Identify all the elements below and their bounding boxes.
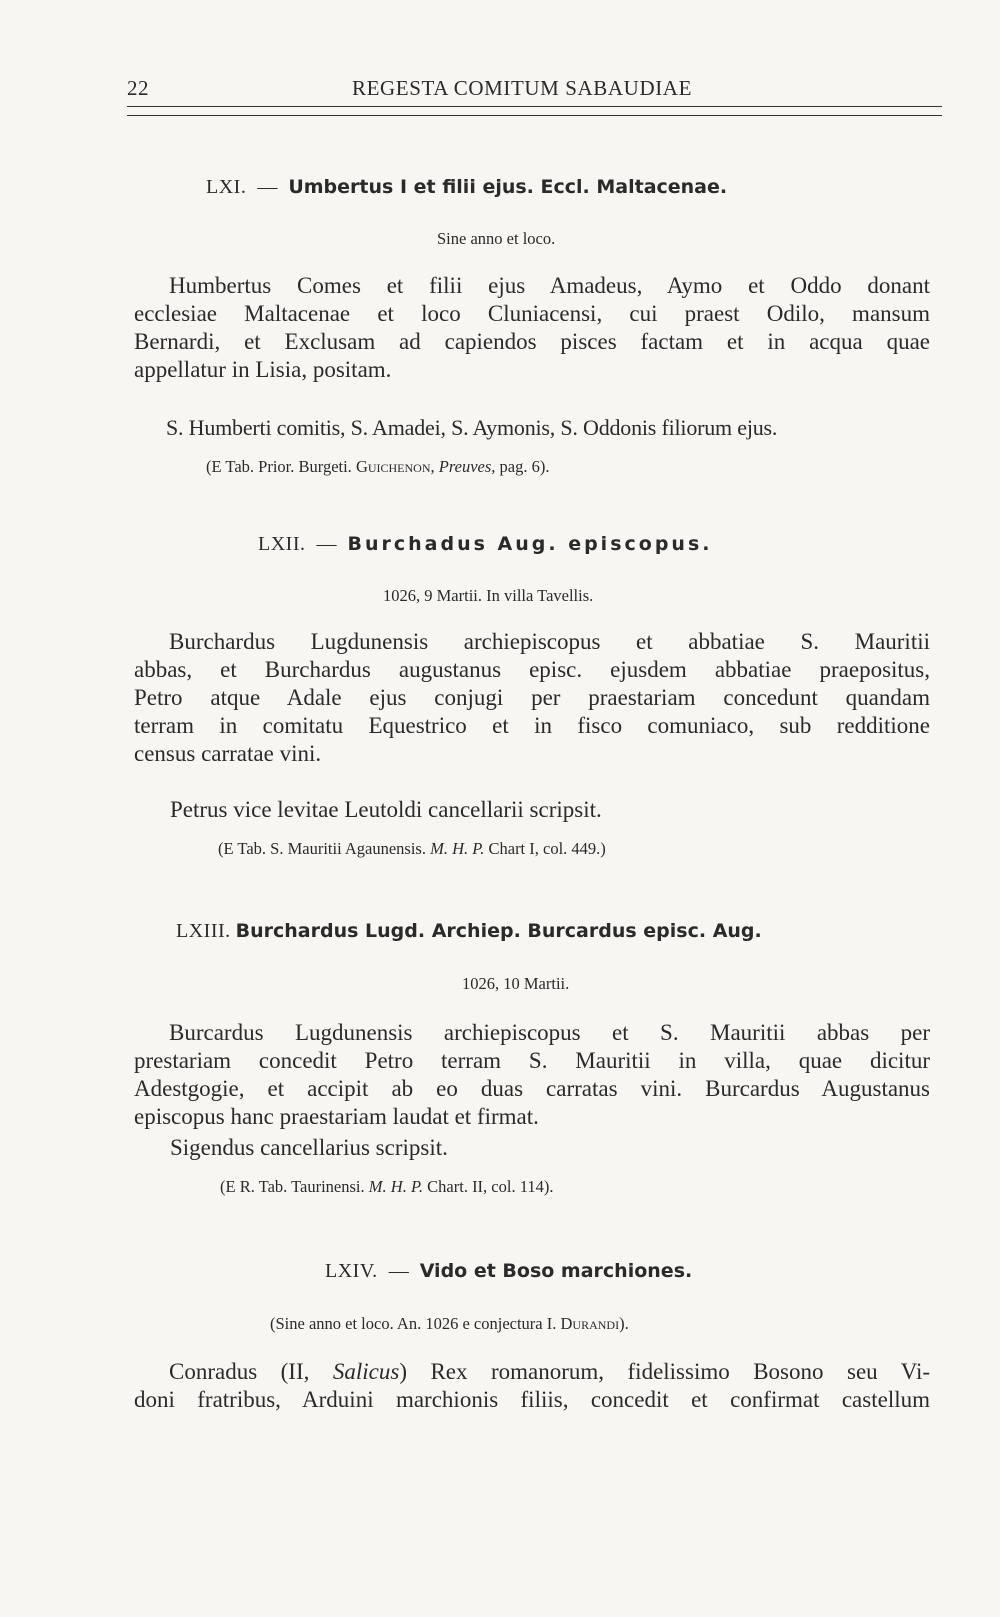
entry-number: LXIII. (176, 920, 231, 942)
source-work: Preuves, (438, 457, 496, 476)
source-text: (E R. Tab. Taurinensi. (220, 1177, 365, 1196)
entry-dateline: Sine anno et loco. (437, 229, 556, 248)
text-line: Adestgogie, et accipit ab eo duas carratas vini. Burcardus Augustanus (134, 1076, 930, 1101)
text-line (134, 1358, 930, 1386)
text-segment-italic: Salicus (332, 1359, 400, 1384)
header-rule-thin (127, 115, 942, 116)
entry-dash: — (388, 1260, 409, 1282)
text-line: ecclesiae Maltacenae et loco Cluniacensi, cui praest Odilo, mansum (134, 301, 930, 326)
dateline-text: ). (619, 1314, 629, 1333)
text-segment: ) Rex romanorum, fidelissimo Bosono seu Vi- (399, 1359, 930, 1384)
entry-text (134, 1358, 930, 1414)
entry-signum: S. Humberti comitis, S. Amadei, S. Aymonis, S. Oddonis filiorum ejus. (166, 415, 778, 440)
entry-signum: Petrus vice levitae Leutoldi cancellarii scripsit. (170, 797, 602, 822)
page-number: 22 (127, 76, 149, 100)
entry-text (134, 1019, 930, 1131)
entry-dateline (270, 1314, 629, 1334)
dateline-author: Durandi (560, 1314, 620, 1333)
entry-text (134, 272, 930, 384)
header-rule-thick (127, 106, 942, 107)
text-line: appellatur in Lisia, positam. (134, 357, 392, 382)
entry-number: LXI. (206, 176, 247, 198)
text-line: terram in comitatu Equestrico et in fisco comuniaco, sub redditione (134, 713, 930, 738)
entry-heading (176, 920, 762, 943)
running-head (127, 76, 942, 100)
entry-source (220, 1177, 553, 1197)
text-line: Bernardi, et Exclusam ad capiendos pisces factam et in acqua quae (134, 329, 930, 354)
text-line: doni fratribus, Arduini marchionis filiis, concedit et confirmat castellum (134, 1387, 930, 1412)
dateline-text: (Sine anno et loco. An. 1026 e conjectura I. (270, 1314, 557, 1333)
entry-title: Burchardus Lugd. Archiep. Burcardus episc. Aug. (235, 920, 762, 942)
entry-heading (206, 176, 727, 199)
source-text: pag. 6). (499, 457, 550, 476)
entry-heading (258, 533, 712, 556)
source-work: M. H. P. (368, 1177, 424, 1196)
source-text: (E Tab. Prior. Burgeti. (206, 457, 352, 476)
entry-text (134, 628, 930, 768)
entry-title: Burchadus Aug. episcopus. (347, 533, 713, 555)
text-line: Humbertus Comes et filii ejus Amadeus, Aymo et Oddo donant (169, 273, 930, 298)
text-line: Burchardus Lugdunensis archiepiscopus et abbatiae S. Mauritii (169, 629, 930, 654)
entry-dateline: 1026, 9 Martii. In villa Tavellis. (383, 586, 594, 605)
entry-number: LXII. (258, 533, 306, 555)
entry-title: Umbertus I et filii ejus. Eccl. Maltacenae. (288, 176, 728, 198)
source-text: Chart. II, col. 114). (427, 1177, 554, 1196)
entry-number: LXIV. (325, 1260, 378, 1282)
source-work: M. H. P. (430, 839, 485, 858)
running-title: REGESTA COMITUM SABAUDIAE (352, 76, 692, 100)
entry-source (218, 839, 606, 859)
source-author: Guichenon, (355, 457, 435, 476)
text-segment: Conradus (II, (169, 1359, 310, 1384)
text-line: prestariam concedit Petro terram S. Mauritii in villa, quae dicitur (134, 1048, 930, 1073)
entry-signum: Sigendus cancellarius scripsit. (170, 1135, 448, 1160)
text-line: Burcardus Lugdunensis archiepiscopus et S. Mauritii abbas per (169, 1020, 930, 1045)
source-text: Chart I, col. 449.) (488, 839, 606, 858)
text-line: Petro atque Adale ejus conjugi per praestariam concedunt quandam (134, 685, 930, 710)
text-line: episcopus hanc praestariam laudat et firmat. (134, 1104, 539, 1129)
entry-title: Vido et Boso marchiones. (419, 1260, 693, 1282)
entry-source (206, 457, 550, 477)
entry-dash: — (316, 533, 337, 555)
entry-dateline: 1026, 10 Martii. (462, 974, 570, 993)
source-text: (E Tab. S. Mauritii Agaunensis. (218, 839, 426, 858)
text-line: census carratae vini. (134, 741, 322, 766)
entry-dash: — (257, 176, 278, 198)
text-line: abbas, et Burchardus augustanus episc. ejusdem abbatiae praepositus, (134, 657, 930, 682)
entry-heading (325, 1260, 692, 1283)
